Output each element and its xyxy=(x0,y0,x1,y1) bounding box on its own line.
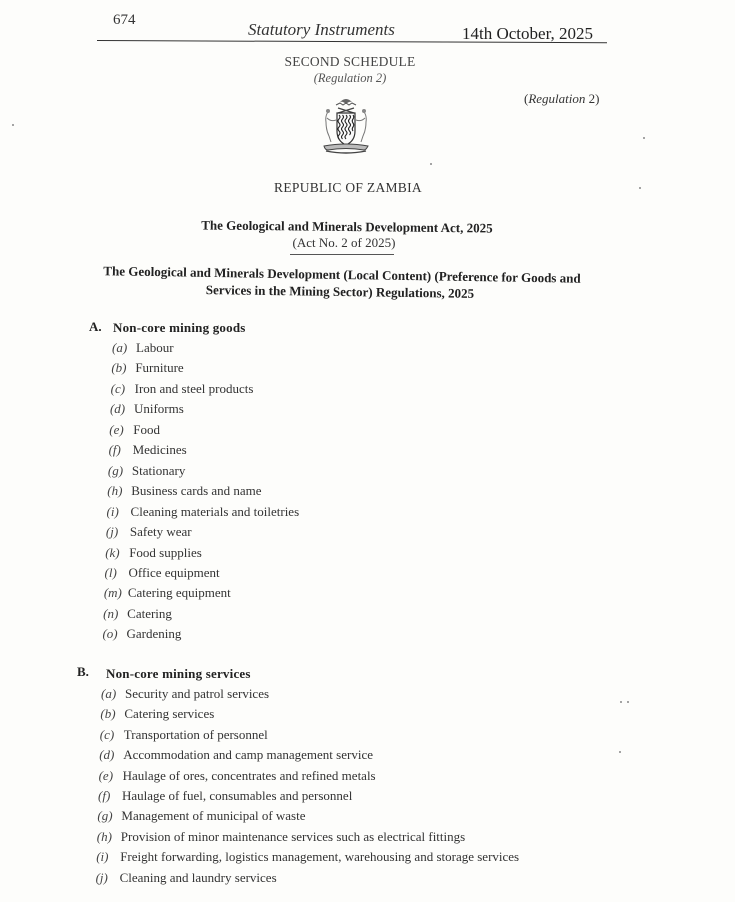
item-text: Labour xyxy=(136,340,174,355)
list-item xyxy=(108,463,185,479)
scan-speck xyxy=(639,187,641,189)
item-text: Accommodation and camp management service xyxy=(123,747,373,763)
item-label: (h) xyxy=(96,828,112,844)
list-item xyxy=(109,422,160,438)
item-text: Stationary xyxy=(131,462,186,478)
item-label: (i) xyxy=(96,849,109,865)
item-text: Cleaning and laundry services xyxy=(119,869,277,885)
list-item xyxy=(102,626,181,642)
list-item xyxy=(96,849,519,865)
item-label: (e) xyxy=(109,421,124,437)
coat-of-arms-icon xyxy=(318,96,374,158)
item-text: Uniforms xyxy=(133,401,184,417)
list-item xyxy=(97,829,465,845)
list-item xyxy=(112,340,174,356)
section-a-title: Non-core mining goods xyxy=(113,320,246,335)
item-text: Catering equipment xyxy=(127,585,231,601)
item-text: Food supplies xyxy=(129,544,202,560)
item-text: Provision of minor maintenance services such as electrical fittings xyxy=(120,828,466,844)
paren-close: 2) xyxy=(585,91,600,106)
regulations-title-line-2: Services in the Mining Sector) Regulations, 2025 xyxy=(205,282,475,301)
list-item xyxy=(103,606,172,622)
list-item xyxy=(101,686,269,702)
item-text: Catering xyxy=(127,605,172,621)
item-label: (b) xyxy=(100,706,116,722)
item-label: (i) xyxy=(106,503,119,519)
item-label: (h) xyxy=(107,483,123,499)
list-item xyxy=(100,727,268,743)
item-text: Food xyxy=(133,421,160,437)
list-item xyxy=(99,768,376,784)
paren-open: ( xyxy=(524,91,529,106)
schedule-regulation-ref: (Regulation 2) xyxy=(313,71,387,85)
item-text: Medicines xyxy=(132,442,187,458)
regulations-title-line-1: The Geological and Minerals Development (Local Content) (Preference for Goods and xyxy=(103,263,581,286)
item-text: Office equipment xyxy=(128,564,220,580)
item-text: Management of municipal of waste xyxy=(121,808,306,824)
item-label: (o) xyxy=(102,626,118,642)
scan-speck xyxy=(619,751,621,753)
item-label: (m) xyxy=(103,585,122,601)
list-item xyxy=(98,788,352,804)
item-label: (d) xyxy=(109,401,126,417)
list-item xyxy=(107,483,261,499)
item-label: (f) xyxy=(108,442,121,458)
list-item xyxy=(107,504,300,520)
publication-title: Statutory Instruments xyxy=(248,20,395,39)
list-item xyxy=(111,381,254,397)
item-label: (a) xyxy=(112,340,128,355)
list-item xyxy=(96,870,277,886)
item-label: (a) xyxy=(101,686,117,701)
scan-speck xyxy=(430,163,432,165)
scan-speck xyxy=(620,701,622,703)
country-name: REPUBLIC OF ZAMBIA xyxy=(274,180,422,195)
act-title: The Geological and Minerals Development Act, 2025 xyxy=(201,217,493,236)
item-label: (f) xyxy=(98,788,111,803)
item-label: (d) xyxy=(99,747,115,763)
title-divider xyxy=(290,254,394,255)
item-label: (g) xyxy=(107,462,124,478)
item-text: Security and patrol services xyxy=(125,686,270,701)
schedule-title: SECOND SCHEDULE xyxy=(284,54,416,69)
item-text: Transportation of personnel xyxy=(123,726,268,742)
list-item xyxy=(110,401,184,417)
scan-speck xyxy=(643,137,645,139)
item-text: Gardening xyxy=(126,626,182,642)
list-item xyxy=(106,524,192,540)
list-item xyxy=(104,585,231,601)
section-b-letter: B. xyxy=(77,664,89,679)
item-text: Business cards and name xyxy=(131,483,262,499)
item-text: Freight forwarding, logistics management, warehousing and storage services xyxy=(120,849,520,865)
publication-date: 14th October, 2025 xyxy=(462,24,594,43)
item-text: Cleaning materials and toiletries xyxy=(130,503,300,519)
item-label: (b) xyxy=(111,360,127,376)
item-label: (j) xyxy=(105,524,119,540)
list-item xyxy=(100,706,214,722)
item-label: (g) xyxy=(97,808,113,824)
regulation-word: Regulation xyxy=(528,91,586,106)
item-text: Iron and steel products xyxy=(134,380,254,396)
section-b-title: Non-core mining services xyxy=(106,666,251,681)
item-text: Furniture xyxy=(135,360,184,376)
list-item xyxy=(99,747,373,763)
item-label: (k) xyxy=(105,544,120,560)
list-item xyxy=(111,360,183,376)
list-item xyxy=(97,808,305,824)
item-label: (c) xyxy=(110,380,126,396)
item-label: (e) xyxy=(98,767,114,783)
section-a-letter: A. xyxy=(89,319,102,334)
list-item xyxy=(109,442,187,458)
item-label: (l) xyxy=(104,564,117,580)
regulation-margin-note xyxy=(524,91,599,107)
item-text: Catering services xyxy=(124,706,215,722)
item-label: (j) xyxy=(95,869,108,885)
item-text: Haulage of fuel, consumables and personnel xyxy=(122,788,353,803)
act-number: (Act No. 2 of 2025) xyxy=(292,235,396,250)
page-number: 674 xyxy=(113,12,136,28)
item-text: Safety wear xyxy=(129,524,192,540)
scan-speck xyxy=(12,124,14,126)
list-item xyxy=(105,545,202,561)
item-text: Haulage of ores, concentrates and refined metals xyxy=(122,767,376,783)
list-item xyxy=(105,565,220,581)
scan-speck xyxy=(627,701,629,703)
item-label: (c) xyxy=(99,726,115,742)
item-label: (n) xyxy=(103,605,119,621)
